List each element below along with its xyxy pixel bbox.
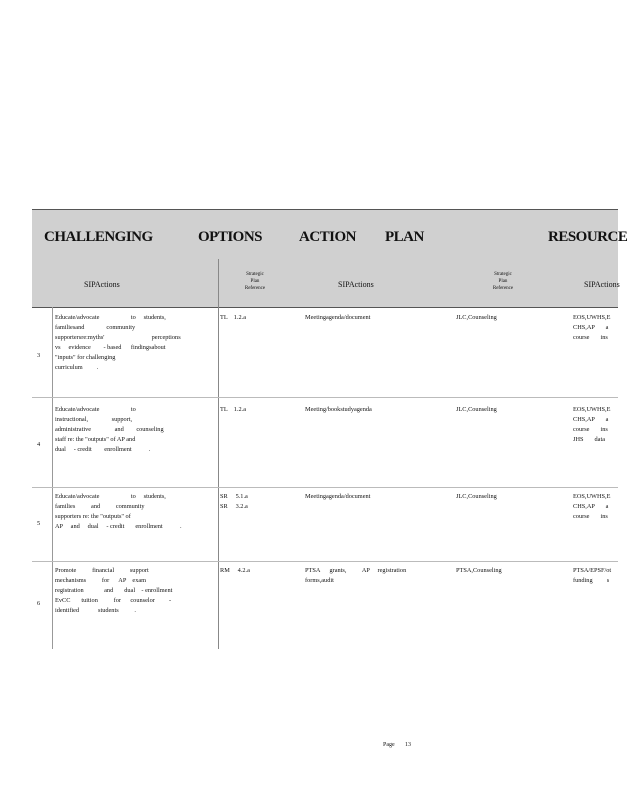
row-number: 6 <box>37 600 41 607</box>
row-action: Promote financial support mechanisms for AP exam registration and dual - enrollment EvCC tuition for counselor - identified students . <box>55 567 173 614</box>
row-lead: JLC,Counseling <box>456 406 497 413</box>
row-resource: EOS,UWHS,E CHS,AP a course ins JHS data <box>573 406 611 443</box>
row-lead: PTSA,Counseling <box>456 567 502 574</box>
title-word-challenging: CHALLENGING <box>44 229 153 245</box>
row-plan-reference: RM 4.2.a <box>220 567 250 574</box>
action-plan-table <box>32 209 627 649</box>
row-resource: EOS,UWHS,E CHS,AP a course ins <box>573 314 611 341</box>
row-resource: EOS,UWHS,E CHS,AP a course ins <box>573 493 611 520</box>
table-row <box>32 561 618 649</box>
row-action: Educate/advocate to instructional, support, administrative and counseling staff re: the "outputs" of AP and dual - credit enrollment . <box>55 406 164 453</box>
row-evidence: PTSA grants, AP registration forms,audit <box>305 567 407 584</box>
row-lead: JLC,Counseling <box>456 493 497 500</box>
row-action: Educate/advocate to students, familiesand community supportersre:myths' perceptions vs evidence - based findingsabout "inputs" for challenging curriculum . <box>55 314 181 371</box>
title-word-action: ACTION <box>299 229 357 245</box>
page-label: Page <box>383 742 395 748</box>
row-number: 3 <box>37 352 41 359</box>
title-word-plan: PLAN <box>385 229 424 245</box>
row-plan-reference: TL 1.2.a <box>220 314 246 321</box>
row-number: 4 <box>37 441 41 448</box>
title-word-resource: RESOURCE <box>548 229 627 245</box>
row-resource: PTSA/EPSF/ot funding s <box>573 567 612 584</box>
row-lead: JLC,Counseling <box>456 314 497 321</box>
header-strategic-ref-2: Strategic Plan Reference <box>492 272 514 291</box>
header-sip-actions-1: SIPActions <box>84 280 120 289</box>
row-action: Educate/advocate to students, families and community supporters re: the "outputs" of AP and dual - credit enrollment . <box>55 493 182 530</box>
row-number: 5 <box>37 520 41 527</box>
table-row <box>32 397 618 488</box>
table-row <box>32 487 618 562</box>
column-header-bar <box>32 259 618 308</box>
title-bar <box>32 209 627 260</box>
header-strategic-ref-1: Strategic Plan Reference <box>244 272 266 291</box>
title-word-options: OPTIONS <box>198 229 263 245</box>
row-plan-reference: SR 5.1.a SR 3.2.a <box>220 493 248 510</box>
row-evidence: Meetingagenda/document <box>305 314 371 321</box>
row-evidence: Meeting/bookstudyagenda <box>305 406 372 413</box>
row-evidence: Meetingagenda/document <box>305 493 371 500</box>
header-sip-actions-2: SIPActions <box>338 280 374 289</box>
header-sip-actions-3: SIPActions <box>584 280 620 289</box>
page-number: 13 <box>405 742 411 748</box>
table-row <box>32 307 618 398</box>
row-plan-reference: TL 1.2.a <box>220 406 246 413</box>
